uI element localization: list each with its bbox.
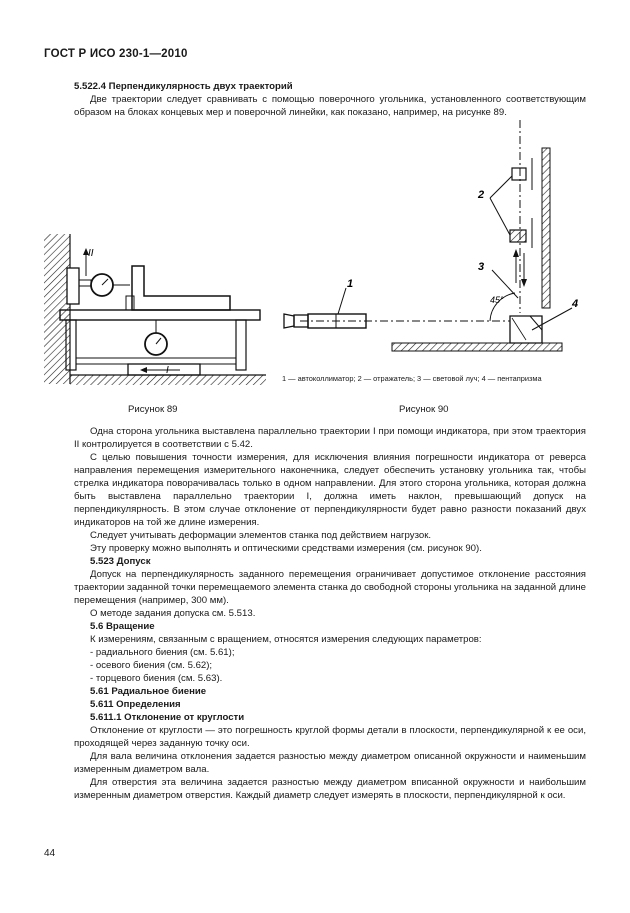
figure-90-title: Рисунок 90 [399,404,449,415]
body-paragraph: Одна сторона угольника выставлена параллельно траектории I при помощи индикатора, при этом траектория II контролируется в соответствии с 5.42. [74,426,586,450]
section-heading: 5.611 Определения [90,699,181,710]
label-4: 4 [572,298,579,310]
figure-89-title: Рисунок 89 [128,404,178,415]
body-paragraph: Эту проверку можно выполнять и оптическими средствами измерения (см. рисунок 90). [90,543,482,554]
reflector-lower [510,230,526,242]
label-3: 3 [478,261,485,273]
figure-90-diagram [280,118,590,360]
list-item: - осевого биения (см. 5.62); [90,660,213,671]
body-paragraph: С целью повышения точности измерения, для исключения влияния погрешности индикатора от реверса направления перемещения измерительного наконечника, следует обеспечить установку угольника так, чтобы стрелка индикатора поворачивалась только в одном направлении. Для этого сторона угольника, которая должна быть выставлена параллельно траектории I, должна иметь наклон, превышающий допуск на перпендикулярность. В этом случае отклонение от перпендикулярности будет равно разности показаний двух индикаторов на той же длине измерения. [74,452,586,528]
section-heading: 5.61 Радиальное биение [90,686,207,697]
label-2: 2 [478,189,485,201]
section-heading: 5.611.1 Отклонение от круглости [90,712,245,723]
table-top [60,310,260,320]
list-item: - радиального биения (см. 5.61); [90,647,235,658]
figure-89-diagram [40,230,270,392]
section-heading: 5.6 Вращение [90,621,155,632]
body-paragraph: Допуск на перпендикулярность заданного перемещения ограничивает допустимое отклонение расстояния траектории заданной точки перемещаемого элемента станка до свободной стороны угольника на заданной длине перемещения (например, 300 мм). [74,569,587,606]
label-trajectory-II: II [88,248,94,259]
reflector-upper [512,168,526,180]
body-paragraph: К измерениям, связанным с вращением, относятся измерения следующих параметров: [90,634,482,645]
body-paragraph: О методе задания допуска см. 5.513. [90,608,256,619]
document-header: ГОСТ Р ИСО 230-1—2010 [44,48,188,60]
section-heading: 5.522.4 Перпендикулярность двух траекторий [74,81,293,92]
body-paragraph: Отклонение от круглости — это погрешность круглой формы детали в плоскости, перпендикулярной к ее оси, проходящей через заданную точку оси. [74,725,586,749]
label-trajectory-I: I [166,365,169,376]
floor-hatch [70,375,266,385]
section-paragraph: Две траектории следует сравнивать с помощью поверочного угольника, установленного соответствующим образом на блоках концевых мер и поверочной линейки, как показано, например, на рисунке 89. [74,94,586,118]
label-1: 1 [347,278,354,290]
body-text [74,425,586,802]
body-paragraph: Для отверстия эта величина задается разностью между диаметром вписанной окружности и наибольшим измеренным диаметром отверстия. Каждый диаметр следует измерять в плоскости, перпендикулярной к оси. [74,777,586,801]
square-tool [132,266,230,310]
page-number: 44 [44,848,56,859]
body-paragraph: Следует учитывать деформации элементов станка под действием нагрузок. [90,530,432,541]
pentaprism [510,316,542,343]
list-item: - торцевого биения (см. 5.63). [90,673,223,684]
section-heading: 5.523 Допуск [90,556,151,567]
figure-90-legend: 1 — автоколлиматор; 2 — отражатель; 3 — световой луч; 4 — пентапризма [282,374,542,383]
angle-label: 45° [490,295,504,305]
base-plate [392,343,562,351]
vertical-guide [542,148,550,308]
section-5-522-4 [74,80,586,119]
body-paragraph: Для вала величина отклонения задается разностью между диаметром описанной окружности и наименьшим измеренным диаметром вала. [74,751,586,775]
